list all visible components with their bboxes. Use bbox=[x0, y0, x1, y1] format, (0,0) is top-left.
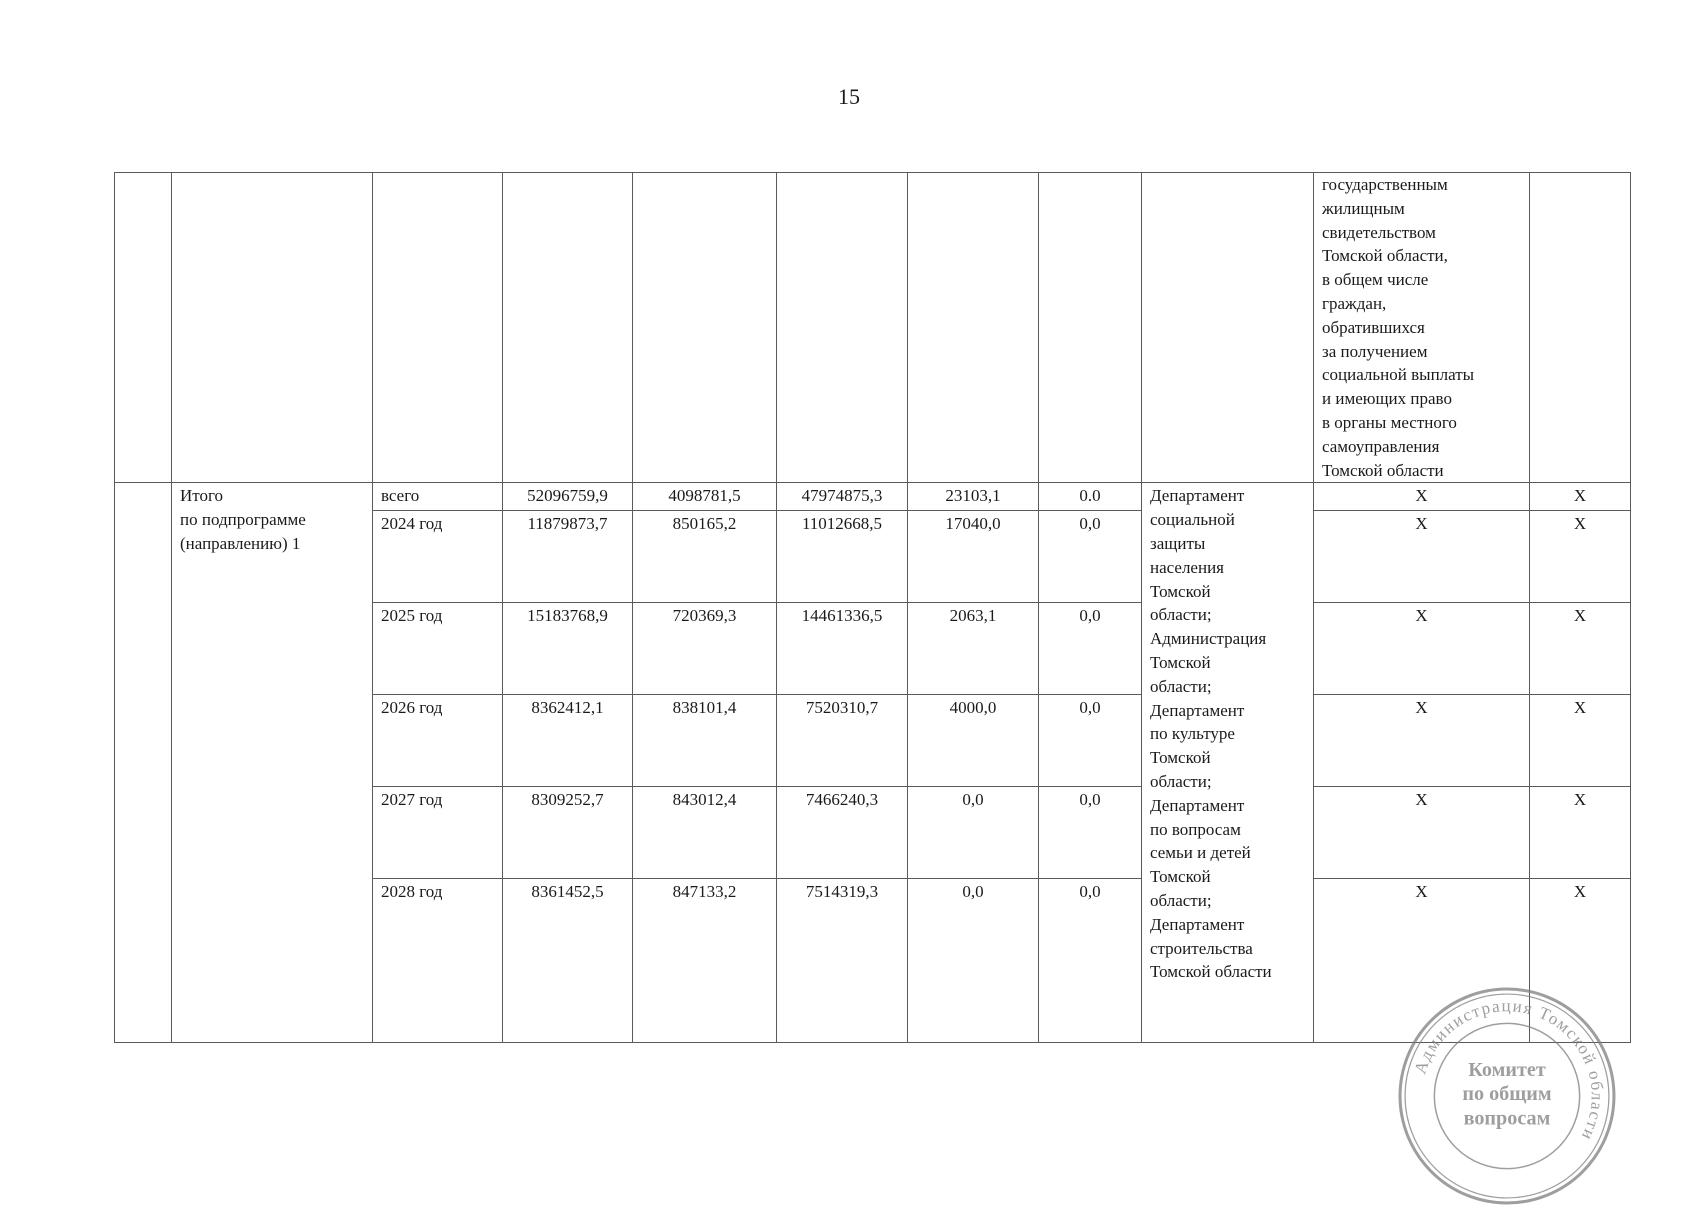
cell-empty bbox=[777, 173, 908, 483]
funding-value: 14461336,5 bbox=[777, 603, 908, 695]
continuation-row bbox=[115, 173, 1631, 483]
cell-empty bbox=[633, 173, 777, 483]
stamp-center-line: вопросам bbox=[1463, 1107, 1551, 1130]
funding-value: 7514319,3 bbox=[777, 879, 908, 1043]
x-mark: X bbox=[1530, 879, 1631, 1043]
stamp-center-text bbox=[1462, 1059, 1552, 1129]
funding-value: 838101,4 bbox=[633, 695, 777, 787]
cell-empty bbox=[1039, 173, 1142, 483]
x-mark: X bbox=[1530, 695, 1631, 787]
official-stamp bbox=[1396, 985, 1618, 1207]
period-cell: 2028 год bbox=[373, 879, 503, 1043]
x-mark: X bbox=[1314, 879, 1530, 1043]
x-mark: X bbox=[1314, 511, 1530, 603]
x-mark: X bbox=[1314, 603, 1530, 695]
cell-empty bbox=[1530, 173, 1631, 483]
funding-value: 847133,2 bbox=[633, 879, 777, 1043]
cell-empty bbox=[172, 173, 373, 483]
stamp-ring-text: Администрация Томской области bbox=[1410, 996, 1607, 1145]
period-cell: 2026 год bbox=[373, 695, 503, 787]
x-mark: X bbox=[1530, 603, 1631, 695]
stamp-center-line: по общим bbox=[1462, 1083, 1552, 1106]
budget-table bbox=[114, 172, 1631, 1043]
table-row bbox=[115, 483, 1631, 511]
funding-value: 0,0 bbox=[1039, 511, 1142, 603]
funding-value: 11012668,5 bbox=[777, 511, 908, 603]
funding-value: 843012,4 bbox=[633, 787, 777, 879]
funding-value: 47974875,3 bbox=[777, 483, 908, 511]
summary-label: Итого по подпрограмме (направлению) 1 bbox=[172, 483, 373, 1043]
total-value: 8361452,5 bbox=[503, 879, 633, 1043]
funding-value: 2063,1 bbox=[908, 603, 1039, 695]
funding-value: 850165,2 bbox=[633, 511, 777, 603]
total-value: 8362412,1 bbox=[503, 695, 633, 787]
funding-value: 0,0 bbox=[1039, 879, 1142, 1043]
x-mark: X bbox=[1314, 483, 1530, 511]
cell-empty bbox=[908, 173, 1039, 483]
funding-value: 0,0 bbox=[908, 787, 1039, 879]
funding-value: 4098781,5 bbox=[633, 483, 777, 511]
funding-value: 0.0 bbox=[1039, 483, 1142, 511]
funding-value: 23103,1 bbox=[908, 483, 1039, 511]
page-number: 15 bbox=[838, 84, 860, 109]
total-value: 15183768,9 bbox=[503, 603, 633, 695]
cell-empty bbox=[373, 173, 503, 483]
funding-value: 720369,3 bbox=[633, 603, 777, 695]
x-mark: X bbox=[1314, 787, 1530, 879]
x-mark: X bbox=[1530, 483, 1631, 511]
period-cell: 2027 год bbox=[373, 787, 503, 879]
funding-value: 7466240,3 bbox=[777, 787, 908, 879]
cell-empty bbox=[115, 173, 172, 483]
x-mark: X bbox=[1530, 511, 1631, 603]
cell-empty bbox=[1142, 173, 1314, 483]
total-value: 11879873,7 bbox=[503, 511, 633, 603]
funding-value: 4000,0 bbox=[908, 695, 1039, 787]
funding-value: 0,0 bbox=[908, 879, 1039, 1043]
period-cell: 2024 год bbox=[373, 511, 503, 603]
total-value: 8309252,7 bbox=[503, 787, 633, 879]
period-cell: 2025 год bbox=[373, 603, 503, 695]
funding-value: 7520310,7 bbox=[777, 695, 908, 787]
total-value: 52096759,9 bbox=[503, 483, 633, 511]
stamp-center-line: Комитет bbox=[1468, 1058, 1546, 1081]
responsible-departments: Департамент социальной защиты населения Томской области; Администрация Томской области; Департамент по культуре Томской области; Департамент по вопросам семьи и детей Томской области; Департамент строительства Томской области bbox=[1142, 483, 1314, 1043]
period-cell: всего bbox=[373, 483, 503, 511]
funding-value: 0,0 bbox=[1039, 603, 1142, 695]
x-mark: X bbox=[1314, 695, 1530, 787]
funding-value: 0,0 bbox=[1039, 695, 1142, 787]
cell-empty bbox=[503, 173, 633, 483]
x-mark: X bbox=[1530, 787, 1631, 879]
funding-value: 17040,0 bbox=[908, 511, 1039, 603]
indicator-description: государственным жилищным свидетельством Томской области, в общем числе граждан, обратившихся за получением социальной выплаты и имеющих право в органы местного самоуправления Томской области bbox=[1314, 173, 1530, 483]
cell-empty bbox=[115, 483, 172, 1043]
funding-value: 0,0 bbox=[1039, 787, 1142, 879]
